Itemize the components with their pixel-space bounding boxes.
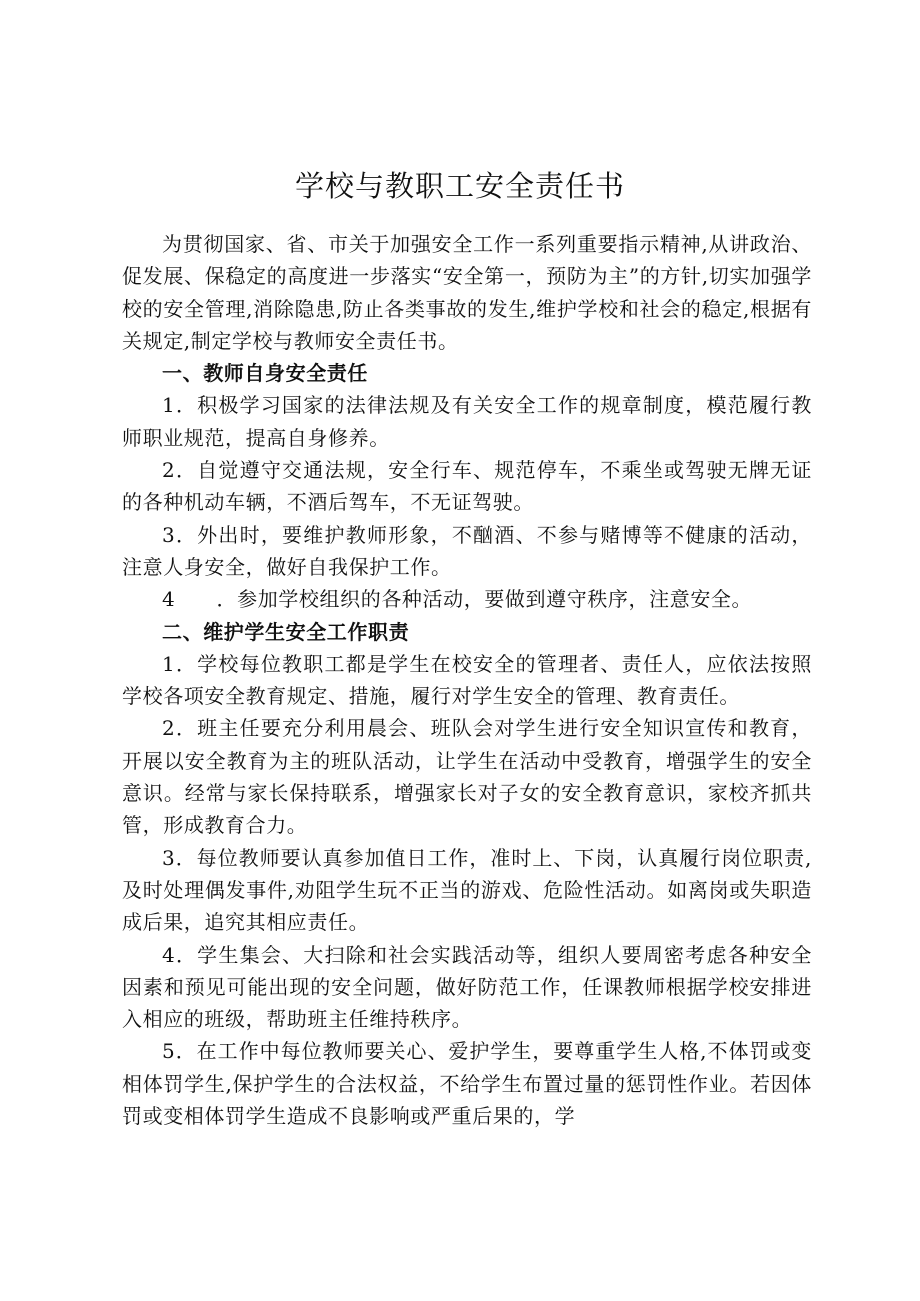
list-item: 3．外出时，要维护教师形象，不酗酒、不参与赌博等不健康的活动，注意人身安全，做好自我保护工作。 bbox=[122, 522, 812, 579]
list-item: 4．学生集会、大扫除和社会实践活动等，组织人要周密考虑各种安全因素和预见可能出现的安全问题，做好防范工作，任课教师根据学校安排进入相应的班级，帮助班主任维持秩序。 bbox=[122, 942, 812, 1032]
section-student-safety bbox=[122, 616, 812, 1133]
section-heading: 二、维护学生安全工作职责 bbox=[162, 619, 410, 644]
list-item: 1．学校每位教职工都是学生在校安全的管理者、责任人，应依法按照学校各项安全教育规定、措施，履行对学生安全的管理、教育责任。 bbox=[122, 651, 812, 709]
section-teacher-safety bbox=[122, 357, 812, 615]
list-item: 1．积极学习国家的法律法规及有关安全工作的规章制度，模范履行教师职业规范，提高自身修养。 bbox=[122, 393, 812, 450]
list-item: 2．自觉遵守交通法规，安全行车、规范停车，不乘坐或驾驶无牌无证的各种机动车辆，不酒后驾车，不无证驾驶。 bbox=[122, 458, 812, 515]
document-title: 学校与教职工安全责任书 bbox=[294, 169, 625, 203]
intro-paragraph: 为贯彻国家、省、市关于加强安全工作一系列重要指示精神,从讲政治、促发展、保稳定的高度进一步落实“安全第一，预防为主”的方针,切实加强学校的安全管理,消除隐患,防止各类事故的发生,维护学校和社会的稳定,根据有关规定,制定学校与教师安全责任书。 bbox=[122, 232, 812, 353]
list-item: 5．在工作中每位教师要关心、爱护学生，要尊重学生人格,不体罚或变相体罚学生,保护学生的合法权益，不给学生布置过量的惩罚性作业。若因体罚或变相体罚学生造成不良影响或严重后果的，学 bbox=[122, 1039, 812, 1129]
list-item: 2．班主任要充分利用晨会、班队会对学生进行安全知识宣传和教育，开展以安全教育为主的班队活动，让学生在活动中受教育，增强学生的安全意识。经常与家长保持联系，增强家长对子女的安全教育意识，家校齐抓共管，形成教育合力。 bbox=[122, 716, 812, 838]
section-heading: 一、教师自身安全责任 bbox=[162, 361, 368, 386]
list-item: 4 ．参加学校组织的各种活动，要做到遵守秩序，注意安全。 bbox=[162, 587, 753, 612]
document-body bbox=[122, 228, 812, 1132]
list-item: 3．每位教师要认真参加值日工作，准时上、下岗，认真履行岗位职责,及时处理偶发事件,劝阻学生玩不正当的游戏、危险性活动。如离岗或失职造成后果，追究其相应责任。 bbox=[122, 845, 812, 935]
